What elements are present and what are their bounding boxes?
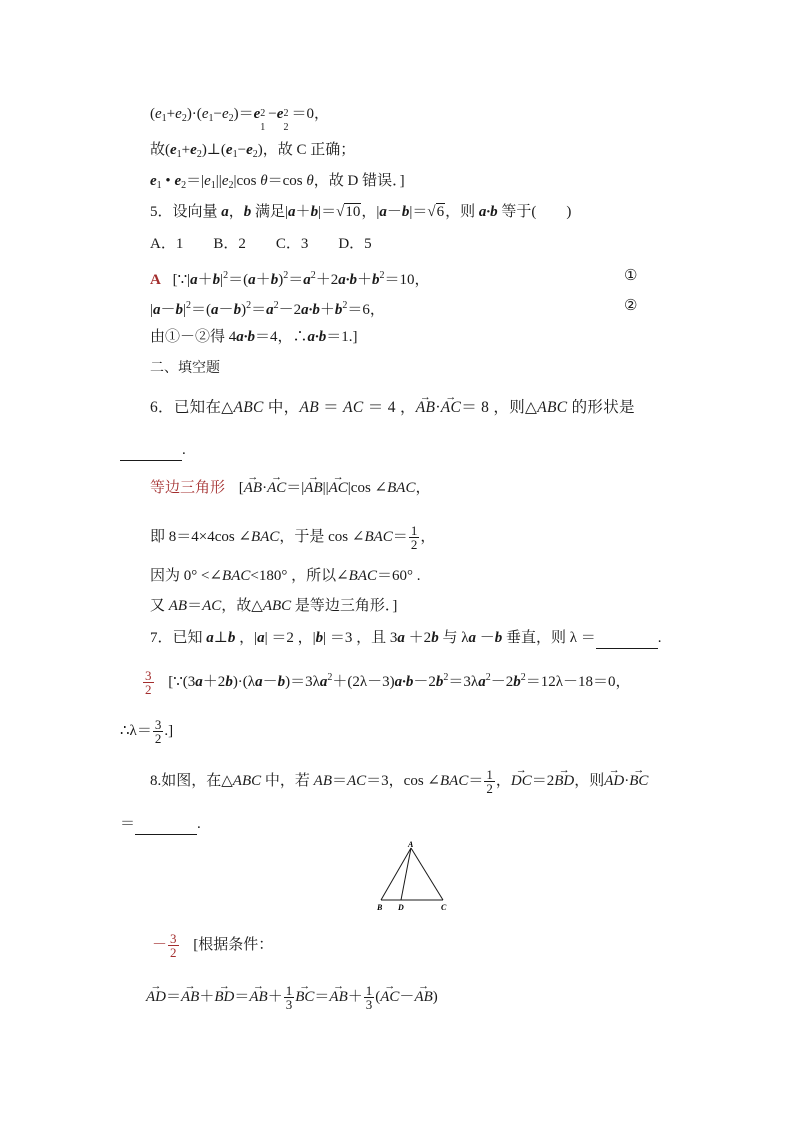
side-ac (411, 848, 443, 900)
label-b: B (377, 903, 383, 912)
triangle-figure (370, 838, 460, 916)
fraction-three-halves: $\frac{3}{2}$ (154, 717, 162, 746)
answer-label: 等边三角形 (150, 480, 226, 496)
answer-fraction: $\frac{3}{2}$ (170, 931, 177, 960)
question-7: 7．已知 a⊥b ，|a| ＝2 ，|b| ＝3 ，且 3a ＋2b 与 λa －b 垂直，则 λ ＝ . (150, 628, 662, 649)
sqrt-6: √6 (427, 204, 445, 220)
eq-line-2: 故$(e_1+e_2)\perp(e_1-e_2)$，故 C 正确； (150, 142, 356, 160)
sqrt-10: √10 (336, 204, 361, 220)
q7-answer-line-2: ∴λ＝ $\frac{3}{2}$ .] (120, 717, 174, 746)
answer-blank[interactable] (596, 628, 658, 649)
q6-answer-line-1: 等边三角形 [→ AB·→ AC＝|→ AB||→ AC|cos ∠BAC， (150, 478, 430, 498)
question-6-blank[interactable]: . (120, 440, 186, 461)
circled-mark-2: ② (624, 298, 638, 314)
q6-answer-line-4: 又 AB＝AC，故△ABC 是等边三角形．] (150, 598, 398, 614)
fraction-one-third: $\frac{1}{3}$ (285, 983, 293, 1012)
q8-answer-line-1: － $\frac{3}{2}$ [根据条件： (152, 931, 274, 960)
label-d: D (398, 903, 404, 912)
q6-answer-line-2: 即 8＝4×4cos ∠BAC，于是 cos ∠BAC＝ $\frac{1}{2}$ ， (150, 523, 436, 552)
q5-answer-line-3: 由①－②得 4a·b＝4，∴a·b＝1.] (150, 329, 358, 345)
q6-answer-line-3: 因为 0° <∠BAC<180° ，所以∠BAC＝60° . (150, 568, 421, 584)
question-5: 5．设向量 a，b 满足|a＋b|＝√10，|a－b|＝√6，则 a·b 等于( ) (150, 204, 572, 220)
section-heading: 二、填空题 (150, 360, 220, 376)
label-c: C (441, 903, 447, 912)
question-6: 6．已知在△ABC 中，AB ＝ AC ＝ 4 ，→ AB·→ AC＝ 8 ，则△ABC 的形状是 (150, 398, 635, 418)
answer-blank[interactable] (135, 814, 197, 835)
q5-answer-line-1: A [$\because|a+b|^2=(a+b)^2=a^2+2a\cdot b+b^2=10$， (150, 270, 430, 288)
eq-line-1: $(e_1+e_2)\cdot(e_1-e_2)=e$ 2 1 −e 2 2 ＝0， (150, 106, 329, 133)
q8-answer-line-2: → AD＝→ AB＋→ BD＝→ AB＋ $\frac{1}{3}$ → BC＝→ AB＋ $\frac{1}{3}$ (→ AC－→ AB) (146, 984, 438, 1011)
fraction-one-third: $\frac{1}{3}$ (365, 983, 373, 1012)
fraction-one-half: $\frac{1}{2}$ (486, 767, 493, 796)
q5-answer-line-2: $|a-b|^2=(a-b)^2=a^2-2a\cdot b+b^2=6$， (150, 300, 385, 318)
question-8-blank: ＝ . (120, 814, 201, 835)
question-5-options: A．1 B．2 C．3 D．5 (150, 236, 372, 252)
q7-answer-line-1: $\frac{3}{2}$ [$\because(3a+2b)\cdot(\lambda a-b)=3\lambda a^2+(2\lambda-3)a\cdot b-2b^2=3\lambda a^2-2b^2=12\lambda-18=0$， (145, 668, 631, 698)
answer-fraction: $\frac{3}{2}$ (145, 668, 152, 698)
circled-mark-1: ① (624, 268, 638, 284)
label-a: A (408, 840, 414, 849)
fraction-one-half: $\frac{1}{2}$ (410, 523, 418, 552)
question-8: 8.如图，在△ABC 中，若 AB＝AC＝3，cos ∠BAC＝ $\frac{1}{2}$ ，→ DC＝2→ BD，则→ AD·→ BC (150, 768, 648, 795)
eq-line-3: $e_1$ • $e_2=|e_1||e_2|\cos$ θ＝cos θ，故 D 错误．] (150, 173, 405, 191)
answer-label: A (150, 272, 161, 288)
answer-blank[interactable] (120, 440, 182, 461)
